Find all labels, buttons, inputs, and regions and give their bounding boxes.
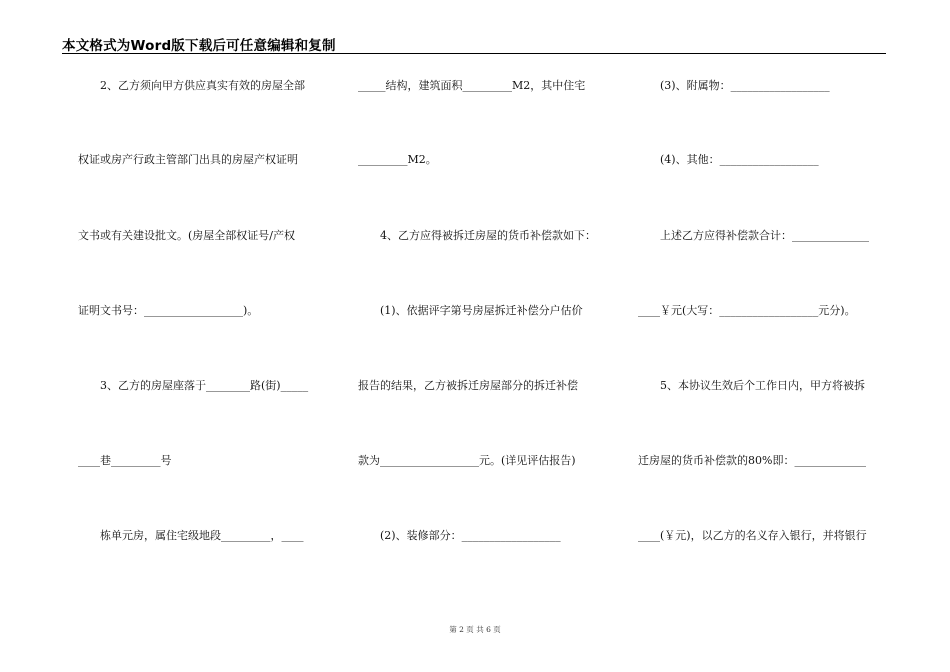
text-line: 上述乙方应得补偿款合计：______________ — [638, 229, 869, 242]
text-line: ____(￥元)，以乙方的名义存入银行，并将银行 — [638, 529, 867, 542]
text-column-3 — [638, 0, 888, 672]
page-number: 第 2 页 共 6 页 — [449, 625, 501, 634]
text-line: 栋单元房，属住宅级地段_________，____ — [78, 529, 304, 542]
text-line: _________M2。 — [358, 153, 437, 166]
text-line: 迁房屋的货币补偿款的80%即：_____________ — [638, 454, 866, 467]
text-line: 文书或有关建设批文。(房屋全部权证号/产权 — [78, 229, 295, 242]
text-column-1 — [78, 0, 328, 672]
text-line: (4)、其他：__________________ — [638, 153, 819, 166]
text-line: (3)、附属物：__________________ — [638, 79, 830, 92]
text-line: 权证或房产行政主管部门出具的房屋产权证明 — [78, 153, 298, 166]
text-line: ____巷_________号 — [78, 454, 172, 467]
text-line: 2、乙方须向甲方供应真实有效的房屋全部 — [78, 79, 305, 92]
text-line: (2)、装修部分：__________________ — [358, 529, 561, 542]
text-line: 报告的结果，乙方被拆迁房屋部分的拆迁补偿 — [358, 379, 578, 392]
text-line: _____结构，建筑面积_________M2，其中住宅 — [358, 79, 586, 92]
text-line: 证明文书号：__________________)。 — [78, 304, 259, 317]
text-line: ____￥元(大写：__________________元分)。 — [638, 304, 856, 317]
text-line: 款为__________________元。(详见评估报告) — [358, 454, 576, 467]
text-line: (1)、依据评字第号房屋拆迁补偿分户估价 — [358, 304, 583, 317]
text-column-2 — [358, 0, 608, 672]
page-header-title: 本文格式为Word版下载后可任意编辑和复制 — [62, 38, 336, 54]
text-line: 4、乙方应得被拆迁房屋的货币补偿款如下： — [358, 229, 596, 242]
text-line: 5、本协议生效后个工作日内，甲方将被拆 — [638, 379, 865, 392]
text-line: 3、乙方的房屋座落于________路(街)_____ — [78, 379, 309, 392]
